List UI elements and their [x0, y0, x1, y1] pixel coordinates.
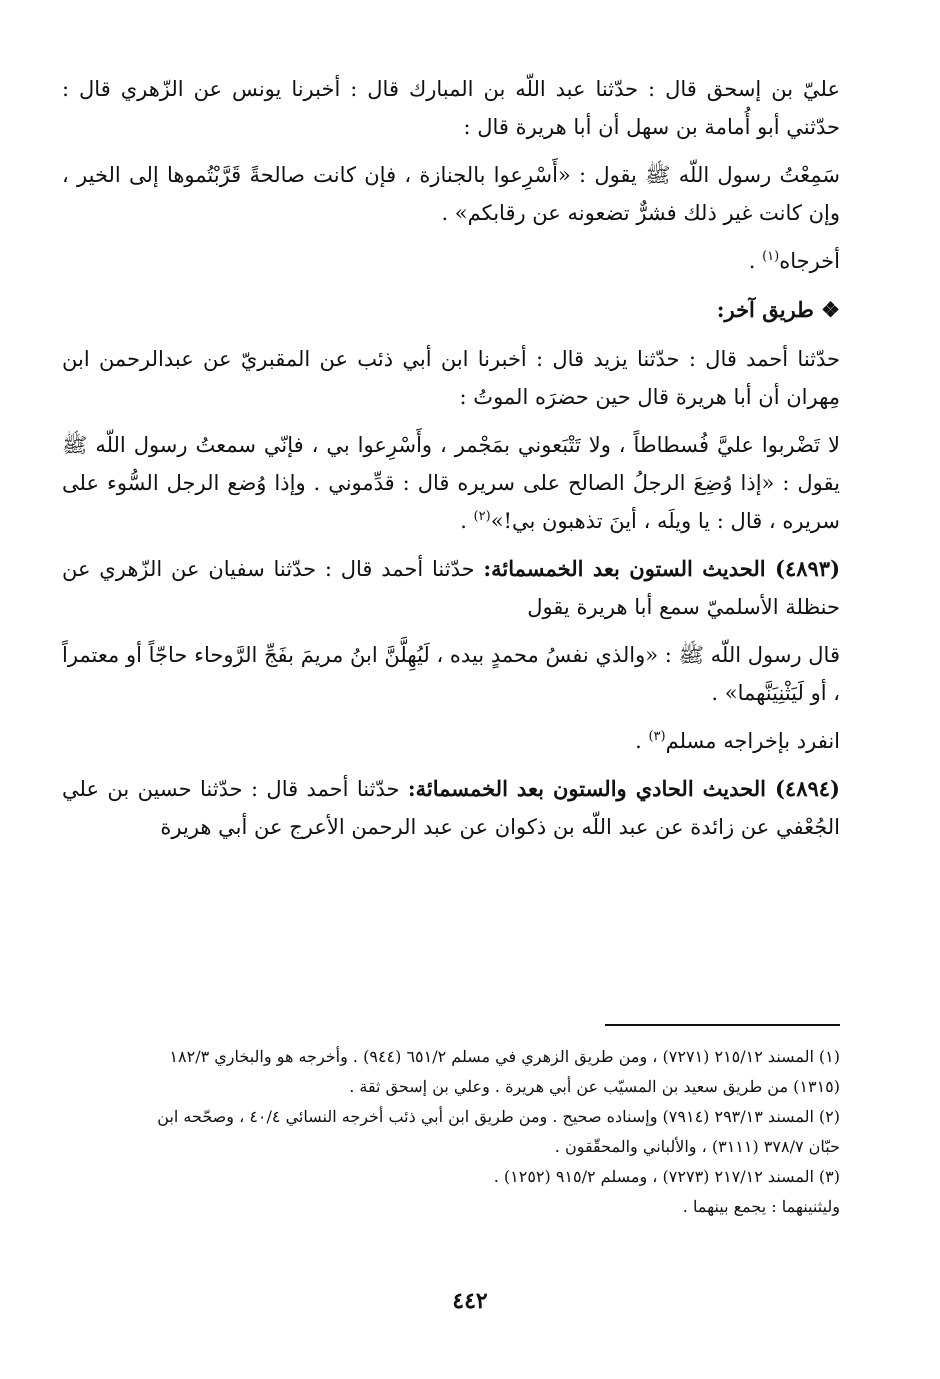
footnote-1 — [62, 1042, 840, 1072]
footnote-ref-1[interactable]: (١) — [762, 249, 780, 264]
hadith-number: (٤٨٩٣) — [775, 556, 840, 581]
paragraph-isnad-1: عليّ بن إسحق قال : حدّثنا عبد اللّه بن المبارك قال : أخبرنا يونس عن الزّهري قال : حدّثني أبو أُمامة بن سهل أن أبا هريرة قال : — [62, 77, 840, 139]
hadith-2-end: . — [460, 509, 474, 533]
footnote-2-cont: حبّان ٣٧٨/٧ (٣١١١) ، والألباني والمحقّقون . — [554, 1137, 840, 1156]
paragraph-hadith-2 — [62, 426, 840, 540]
footnote-1-cont: (١٣١٥) من طريق سعيد بن المسيّب عن أبي هريرة . وعلي بن إسحق ثقة . — [349, 1077, 840, 1096]
hadith-isnad: حدّثنا أحمد قال : حدّثنا حسين بن علي الجُعْفي عن زائدة عن عبد اللّه بن ذكوان عن عبد الرحمن الأعرج عن أبي هريرة — [62, 777, 840, 839]
hadith-isnad: حدّثنا أحمد قال : حدّثنا سفيان عن الزّهري عن حنظلة الأسلميّ سمع أبا هريرة يقول — [62, 557, 840, 619]
hadith-title: الحديث الستون بعد الخمسمائة: — [483, 556, 775, 581]
footnote-number: (١) — [818, 1047, 840, 1066]
takhrij-text: أخرجاه — [779, 249, 840, 273]
footnote-text: المسند ٢٩٣/١٣ (٧٩١٤) وإسناده صحيح . ومن طريق ابن أبي ذئب أخرجه النسائي ٤٠/٤ ، وصحّحه ابن — [157, 1107, 814, 1126]
paragraph-hadith-3: قال رسول اللّه ﷺ : «والذي نفسُ محمدٍ بيده ، لَيُهِلَّنَّ ابنُ مريمَ بفَجِّ الرَّوحاء حاجّاً أو معتمراً ، أو لَيَثْنِيَنَّهما» . — [62, 643, 840, 705]
hadith-4894-heading — [62, 770, 840, 846]
footnote-text: المسند ٢١٥/١٢ (٧٢٧١) ، ومن طريق الزهري في مسلم ٦٥١/٢ (٩٤٤) . وأخرجه هو والبخاري ١٨٢/٣ — [169, 1047, 814, 1066]
footnote-number: (٢) — [818, 1107, 840, 1126]
hadith-title: الحديث الحادي والستون بعد الخمسمائة: — [407, 776, 775, 801]
footnote-text: المسند ٢١٧/١٢ (٧٢٧٣) ، ومسلم ٩١٥/٢ (١٢٥٢) . — [493, 1167, 814, 1186]
hadith-2-text: لا تَضْربوا عليَّ فُسطاطاً ، ولا تَتْبَعوني بمَجْمر ، وأَسْرِعوا بي ، فإنّي سمعتُ رسول اللّه ﷺ يقول : «إذا وُضِعَ الرجلُ الصالح على سريره قال : قدِّموني . وإذا وُضع الرجل السُّوء على سريره ، قال : يا ويلَه ، أينَ تذهبون بي!» — [62, 433, 840, 533]
footnote-3 — [62, 1162, 840, 1192]
section-heading-another-route: ❖ طريق آخر: — [716, 297, 840, 322]
footnote-2 — [62, 1102, 840, 1132]
footnote-number: (٣) — [818, 1167, 840, 1186]
footnote-3-cont: وليثنينهما : يجمع بينهما . — [682, 1197, 840, 1216]
footnote-divider — [605, 1024, 840, 1026]
paragraph-takhrij-1 — [62, 242, 840, 280]
paragraph-hadith-1: سَمِعْتُ رسول اللّه ﷺ يقول : «أَسْرِعوا بالجنازة ، فإن كانت صالحةً قَرَّبْتُموها إلى الخير ، وإن كانت غير ذلك فشرٌّ تضعونه عن رقابكم» . — [62, 163, 840, 225]
paragraph-takhrij-3 — [62, 722, 840, 760]
paragraph-isnad-2: حدّثنا أحمد قال : حدّثنا يزيد قال : أخبرنا ابن أبي ذئب عن المقبريّ عن عبدالرحمن ابن مِهران أن أبا هريرة قال حين حضرَه الموتُ : — [62, 347, 840, 409]
hadith-4893-heading — [62, 550, 840, 626]
hadith-number: (٤٨٩٤) — [774, 776, 840, 801]
footnotes — [62, 1042, 840, 1222]
footnote-ref-2[interactable]: (٢) — [473, 509, 491, 524]
main-text — [62, 70, 840, 846]
page-number: ٤٤٢ — [452, 1288, 488, 1314]
takhrij-end: . — [748, 249, 763, 273]
takhrij-3-text: انفرد بإخراجه مسلم — [665, 729, 840, 753]
takhrij-3-end: . — [635, 729, 649, 753]
footnote-ref-3[interactable]: (٣) — [648, 729, 666, 744]
